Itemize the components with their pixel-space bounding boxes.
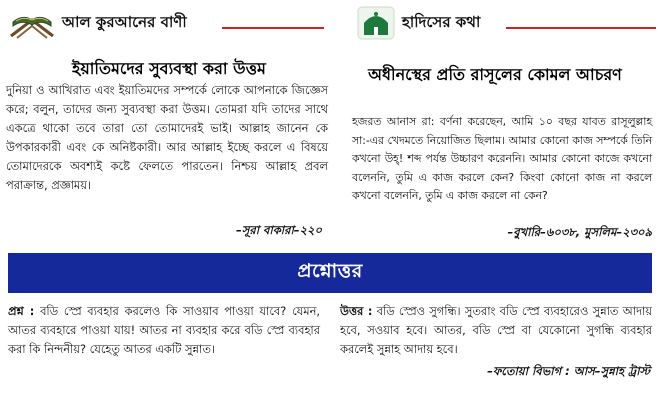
hadith-section <box>330 0 660 250</box>
hadith-source: –বুখারি–৬০৩৮, মুসলিম–২৩০৯ <box>507 225 652 239</box>
quran-header <box>6 4 187 42</box>
quran-book-icon <box>6 4 58 42</box>
qa-banner-title: প্রশ্নোত্তর <box>297 260 363 282</box>
hadith-body: হজরত আনাস রা: বর্ণনা করেছেন, আমি ১০ বছর যাবত রাসূলুল্লাহ সা:-এর খেদমতে নিয়োজিত ছিলাম। আমার কোনো কাজ সম্পর্কে তিনি কখনো উহ্! শব্দ পর্যন্ত উচ্চারণ করেননি। আমার কোনো কাজে কখনো বলেননি, তুমি এ কাজ করলে কেন? কিংবা কোনো কাজ না করলে কখনো বলেননি, তুমি এ কাজ করলে না কেন? <box>352 115 652 202</box>
quran-source: –সূরা বাকারা–২২০ <box>236 223 322 237</box>
mosque-icon <box>354 4 398 42</box>
qa-banner <box>8 253 652 293</box>
quran-title: ইয়াতিমদের সুব্যবস্থা করা উত্তম <box>72 59 266 78</box>
quran-body: দুনিয়া ও আখিরাত এবং ইয়াতিমদের সম্পর্কে লোকে আপনাকে জিজ্ঞেস করে; বলুন, তাদের জন্য সুব্যবস্থা করা উত্তম। তোমরা যদি তাদের সাথে একত্রে থাকো তবে তারা তো তোমাদেরই ভাই। আল্লাহ জানেন কে উপকারকারী এবং কে অনিষ্টকারী। আর আল্লাহ ইচ্ছে করলে এ বিষয়ে তোমাদেরকে অবশ্যই কষ্টে ফেলতে পারতেন। নিশ্চয় আল্লাহ প্রবল পরাক্রান্ত, প্রজ্ঞাময়। <box>6 83 328 192</box>
answer-label: উত্তর : <box>340 304 373 318</box>
hadith-header-label: হাদিসের কথা <box>402 12 481 31</box>
answer-text: বডি স্প্রেও সুগন্ধি। সুতরাং বডি স্প্রে ব্যবহারেও সুন্নাত আদায় হবে, সওয়াব হবে। আতর, বডি স্প্রে বা যেকোনো সুগন্ধি ব্যবহার করলেই সুন্নাহ আদায় হবে। <box>340 304 652 356</box>
hadith-header <box>354 4 480 42</box>
quran-header-label: আল কুরআনের বাণী <box>62 12 187 31</box>
question-label: প্রশ্ন : <box>8 304 35 318</box>
qa-question <box>8 302 320 359</box>
hadith-header-rule <box>506 27 656 29</box>
qa-source: –ফতোয়া বিভাগ : আস–সুন্নাহ ট্রাস্ট <box>487 364 650 378</box>
qa-answer <box>340 302 652 359</box>
question-text: বডি স্প্রে ব্যবহার করলেও কি সাওয়াব পাওয়া যাবে? যেমন, আতর ব্যবহারে পাওয়া যায়! আতর না ব্যবহার করে বডি স্প্রে ব্যবহার করা কি নিন্দনীয়? যেহেতু আতর একটি সুন্নাত। <box>8 304 320 356</box>
hadith-title: অধীনস্থের প্রতি রাসূলের কোমল আচরণ <box>368 65 622 84</box>
quran-header-rule <box>222 27 324 29</box>
quran-section <box>0 0 330 250</box>
